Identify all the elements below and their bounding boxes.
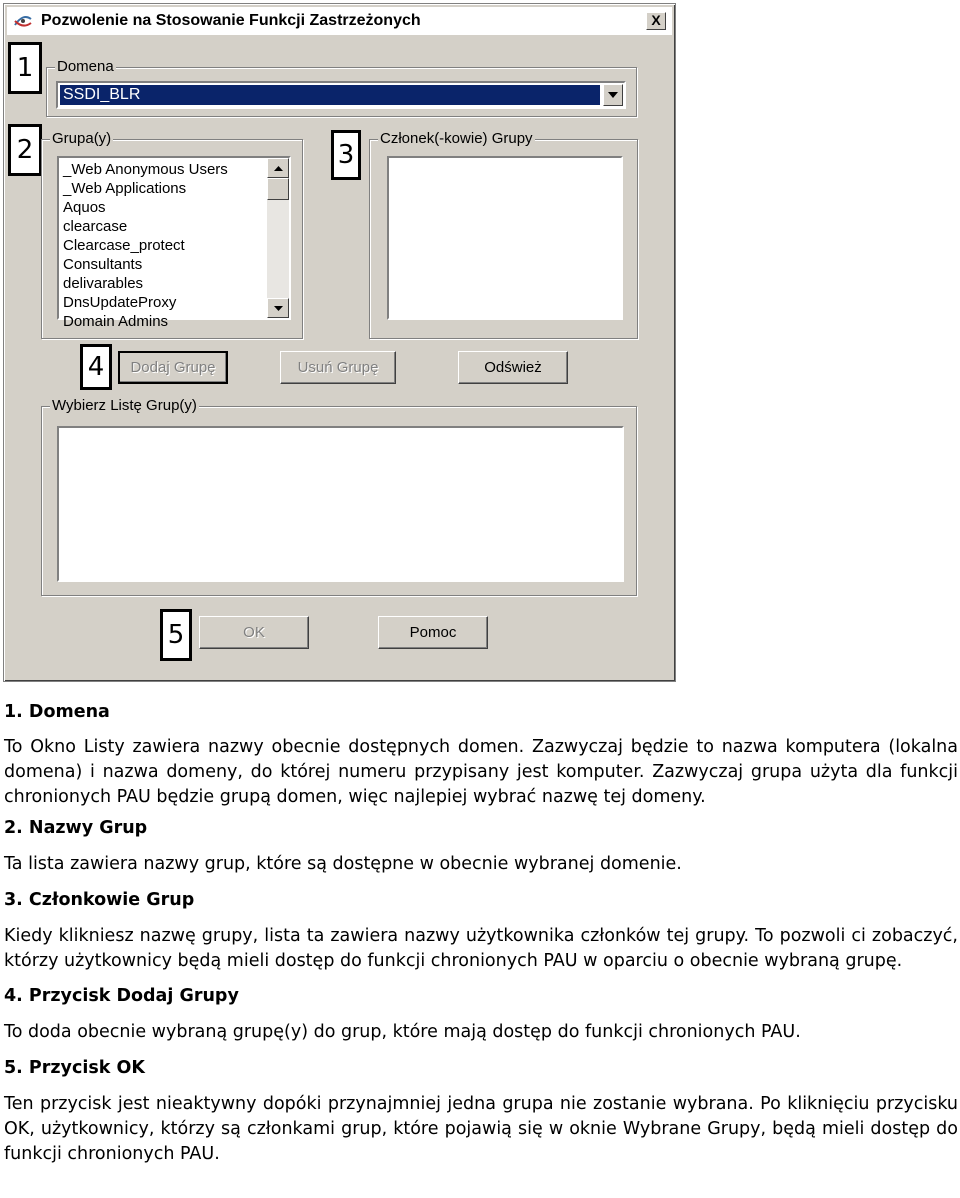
window-title: Pozwolenie na Stosowanie Funkcji Zastrzeżonych — [41, 12, 421, 29]
close-button[interactable]: X — [646, 12, 666, 30]
selected-groups-listbox[interactable] — [57, 426, 624, 582]
section-5-text: Ten przycisk jest nieaktywny dopóki przynajmniej jedna grupa nie zostanie wybrana. Po kliknięciu przycisku OK, użytkownicy, którzy są członkami grup, które pojawią się w oknie Wybrane Grupy, będą mieli dostęp do funkcji chronionych PAU. — [4, 1094, 958, 1164]
section-3-text: Kiedy klikniesz nazwę grupy, lista ta zawiera nazwy użytkownika członków tej grupy. To pozwoli ci zobaczyć, którzy użytkownicy będą mieli dostęp do funkcji chronionych PAU w oparciu o obecnie wybraną grupę. — [4, 926, 958, 971]
list-item[interactable]: Consultants — [63, 256, 143, 273]
title-bar — [7, 7, 672, 35]
domain-selected-value: SSDI_BLR — [60, 85, 600, 105]
list-item[interactable]: _Web Anonymous Users — [63, 161, 228, 178]
help-button[interactable]: Pomoc — [378, 616, 488, 649]
groups-listbox[interactable] — [57, 156, 291, 330]
list-item[interactable]: Domain Admins — [63, 313, 169, 330]
members-listbox[interactable] — [387, 156, 623, 320]
selected-groups-label: Wybierz Listę Grup(y) — [52, 397, 197, 414]
section-2-text: Ta lista zawiera nazwy grup, które są dostępne w obecnie wybranej domenie. — [4, 854, 682, 874]
scroll-up-icon[interactable] — [267, 158, 289, 178]
remove-group-button[interactable]: Usuń Grupę — [280, 351, 396, 384]
scroll-down-icon[interactable] — [267, 298, 289, 318]
marker-1: 1 — [8, 42, 42, 94]
app-icon — [13, 12, 33, 30]
domain-combobox[interactable] — [56, 81, 626, 109]
section-1-heading: 1. Domena — [4, 702, 110, 722]
list-item[interactable]: _Web Applications — [63, 180, 187, 197]
groups-label: Grupa(y) — [52, 130, 112, 147]
members-label: Członek(-kowie) Grupy — [380, 130, 533, 147]
marker-5: 5 — [160, 609, 192, 661]
list-item[interactable]: Clearcase_protect — [63, 237, 185, 254]
marker-3: 3 — [331, 130, 361, 180]
domain-label: Domena — [57, 58, 114, 75]
section-4-heading: 4. Przycisk Dodaj Grupy — [4, 986, 239, 1006]
marker-4: 4 — [80, 344, 112, 390]
documentation — [4, 700, 958, 1167]
section-2-heading: 2. Nazwy Grup — [4, 818, 148, 838]
section-4-text: To doda obecnie wybraną grupę(y) do grup, które mają dostęp do funkcji chronionych PAU. — [4, 1022, 801, 1042]
ok-button[interactable]: OK — [199, 616, 309, 649]
add-group-button[interactable]: Dodaj Grupę — [118, 351, 228, 384]
scroll-thumb[interactable] — [267, 178, 289, 200]
marker-2: 2 — [8, 124, 42, 176]
dialog-window — [3, 3, 676, 682]
list-item[interactable]: clearcase — [63, 218, 128, 235]
section-5-heading: 5. Przycisk OK — [4, 1058, 145, 1078]
refresh-button[interactable]: Odśwież — [458, 351, 568, 384]
groups-scrollbar[interactable] — [267, 158, 289, 318]
section-1-text: To Okno Listy zawiera nazwy obecnie dostępnych domen. Zazwyczaj będzie to nazwa komputera (lokalna domena) i nazwa domeny, do której numeru przypisany jest komputer. Zazwyczaj grupa użyta dla funkcji chronionych PAU będzie grupą domen, więc najlepiej wybrać nazwę tej domeny. — [4, 737, 958, 807]
dropdown-arrow-icon[interactable] — [603, 84, 623, 106]
groups-list — [63, 160, 228, 331]
list-item[interactable]: delivarables — [63, 275, 144, 292]
section-3-heading: 3. Członkowie Grup — [4, 890, 195, 910]
list-item[interactable]: Aquos — [63, 199, 106, 216]
list-item[interactable]: DnsUpdateProxy — [63, 294, 177, 311]
